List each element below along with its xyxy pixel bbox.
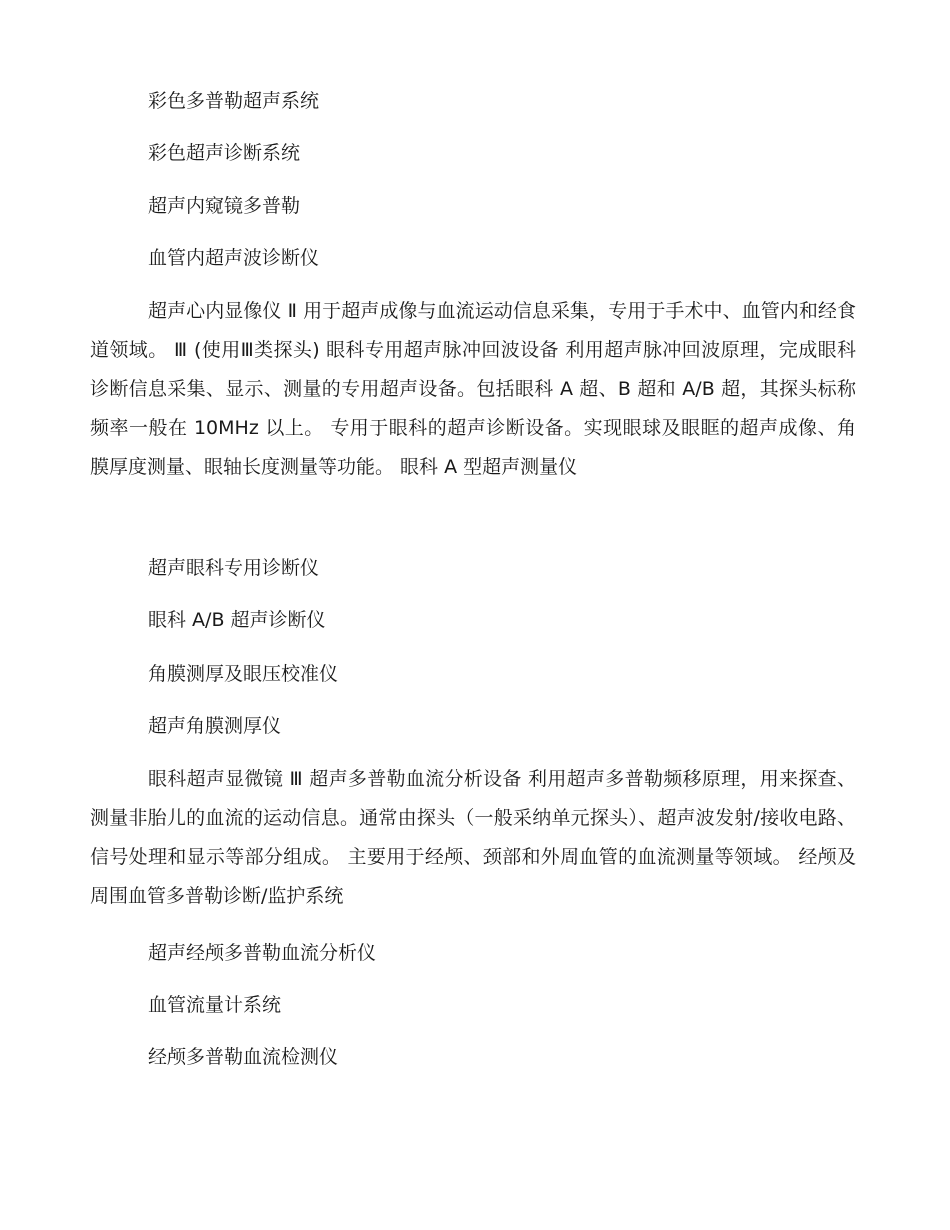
list-item: 经颅多普勒血流检测仪 [148,1046,339,1068]
list-item: 角膜测厚及眼压校准仪 [148,663,339,685]
body-paragraph: 眼科超声显微镜 Ⅲ 超声多普勒血流分析设备 利用超声多普勒频移原理，用来探查、测量非胎儿的血流的运动信息。通常由探头（一般采纳单元探头）、超声波发射/接收电路、信号处理和显示等部分组成。 主要用于经颅、颈部和外周血管的血流测量等领域。 经颅及周围血管多普勒诊断/监护系统 [90,768,856,907]
list-item: 超声眼科专用诊断仪 [148,557,320,579]
list-item: 超声内窥镜多普勒 [148,195,301,217]
list-item: 超声角膜测厚仪 [148,715,282,737]
list-item: 血管内超声波诊断仪 [148,247,320,269]
list-item: 彩色多普勒超声系统 [148,90,320,112]
list-item: 血管流量计系统 [148,994,282,1016]
list-item: 超声经颅多普勒血流分析仪 [148,942,377,964]
body-paragraph: 超声心内显像仪 Ⅱ 用于超声成像与血流运动信息采集，专用于手术中、血管内和经食道领域。 Ⅲ (使用Ⅲ类探头) 眼科专用超声脉冲回波设备 利用超声脉冲回波原理，完成眼科诊断信息采集、显示、测量的专用超声设备。包括眼科 A 超、B 超和 A/B 超，其探头标称频率一般在 10MHz 以上。 专用于眼科的超声诊断设备。实现眼球及眼眶的超声成像、角膜厚度测量、眼轴长度测量等功能。 眼科 A 型超声测量仪 [90,300,856,478]
list-item: 眼科 A/B 超声诊断仪 [148,609,326,631]
list-item: 彩色超声诊断系统 [148,142,301,164]
